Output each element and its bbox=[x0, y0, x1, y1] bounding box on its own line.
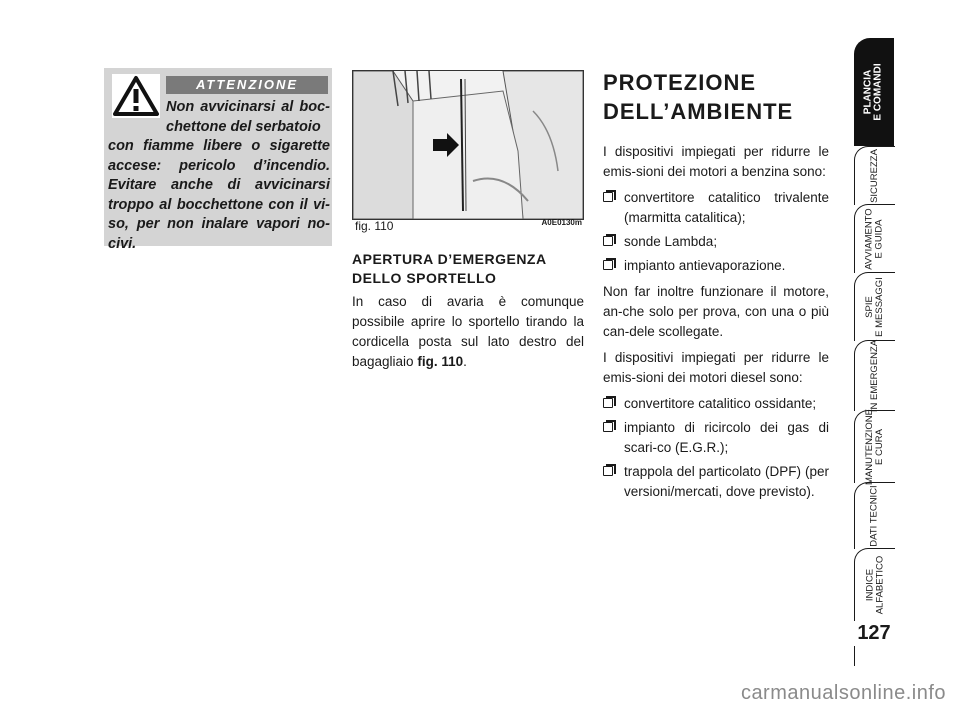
checkbox-bullet-icon bbox=[603, 192, 613, 202]
body-end: . bbox=[463, 354, 467, 369]
warning-text-rest: con fiamme libere o sigarette accese: pericolo d’incendio. Evitare anche di avvicinarsi troppo al bocchettone con il vi-so, per non inalare vapori no-civi. bbox=[108, 138, 330, 252]
tab-label: DATI TECNICI bbox=[869, 485, 880, 547]
checkbox-bullet-icon bbox=[603, 398, 613, 408]
engine-note: Non far inoltre funzionare il motore, an-che solo per prova, con una o più can-dele scollegate. bbox=[603, 284, 829, 339]
figure-reference: fig. 110 bbox=[417, 354, 464, 369]
heading-line-2: DELLO SPORTELLO bbox=[352, 270, 497, 286]
tab-emergenza[interactable] bbox=[854, 340, 895, 411]
page-number: 127 bbox=[857, 622, 891, 644]
environment-section bbox=[603, 142, 829, 508]
tab-label: INDICE ALFABETICO bbox=[864, 555, 886, 615]
figure-trunk-photo bbox=[352, 70, 584, 220]
tab-avviamento[interactable] bbox=[854, 204, 895, 273]
intro-diesel: I dispositivi impiegati per ridurre le emis-sioni dei motori diesel sono: bbox=[603, 350, 829, 385]
tab-plancia[interactable] bbox=[854, 38, 894, 146]
tab-label: AVVIAMENTO E GUIDA bbox=[864, 208, 886, 270]
tab-spie[interactable] bbox=[854, 272, 895, 341]
tab-label: SICUREZZA bbox=[869, 149, 880, 203]
warning-text bbox=[108, 98, 330, 254]
title-line-2: DELL’AMBIENTE bbox=[603, 99, 794, 124]
heading-line-1: APERTURA D’EMERGENZA bbox=[352, 251, 547, 267]
list-item: trappola del particolato (DPF) (per versioni/mercati, dove previsto). bbox=[603, 462, 829, 502]
figure-caption bbox=[352, 219, 584, 235]
list-item: convertitore catalitico ossidante; bbox=[603, 394, 829, 414]
warning-title: ATTENZIONE bbox=[166, 76, 328, 94]
section-heading-emergency bbox=[352, 250, 584, 288]
page-title bbox=[603, 68, 843, 126]
checkbox-bullet-icon bbox=[603, 236, 613, 246]
tab-label: SPIE E MESSAGGI bbox=[864, 277, 885, 337]
figure-label: fig. 110 bbox=[355, 219, 394, 233]
checkbox-bullet-icon bbox=[603, 466, 613, 476]
checkbox-bullet-icon bbox=[603, 422, 613, 432]
warning-text-first: Non avvicinarsi al boc-chettone del serbatoio bbox=[166, 99, 330, 135]
list-item: impianto antievaporazione. bbox=[603, 256, 829, 276]
tab-manutenzione[interactable] bbox=[854, 410, 895, 483]
list-item: sonde Lambda; bbox=[603, 232, 829, 252]
tab-label: IN EMERGENZA bbox=[869, 339, 880, 413]
watermark: carmanualsonline.info bbox=[740, 682, 946, 704]
tab-sicurezza[interactable] bbox=[854, 146, 895, 205]
list-item: convertitore catalitico trivalente (marmitta catalitica); bbox=[603, 188, 829, 228]
tab-dati-tecnici[interactable] bbox=[854, 482, 895, 549]
body-text: In caso di avaria è comunque possibile aprire lo sportello tirando la cordicella posta sul lato destro del bagagliaio bbox=[352, 294, 584, 369]
petrol-list bbox=[603, 188, 829, 276]
intro-petrol: I dispositivi impiegati per ridurre le emis-sioni dei motori a benzina sono: bbox=[603, 144, 829, 179]
trunk-illustration bbox=[353, 71, 583, 219]
chapter-tabs bbox=[854, 38, 960, 668]
section-body-emergency bbox=[352, 292, 584, 372]
page-divider bbox=[854, 646, 855, 666]
list-item: impianto di ricircolo dei gas di scari-co (E.G.R.); bbox=[603, 418, 829, 458]
tab-indice[interactable] bbox=[854, 548, 895, 621]
checkbox-bullet-icon bbox=[603, 260, 613, 270]
diesel-list bbox=[603, 394, 829, 502]
tab-label: MANUTENZIONE E CURA bbox=[864, 409, 885, 485]
warning-box bbox=[104, 68, 332, 252]
tab-label: PLANCIA E COMANDI bbox=[863, 63, 885, 121]
figure-code: A0E0130m bbox=[541, 218, 582, 227]
title-line-1: PROTEZIONE bbox=[603, 70, 757, 95]
